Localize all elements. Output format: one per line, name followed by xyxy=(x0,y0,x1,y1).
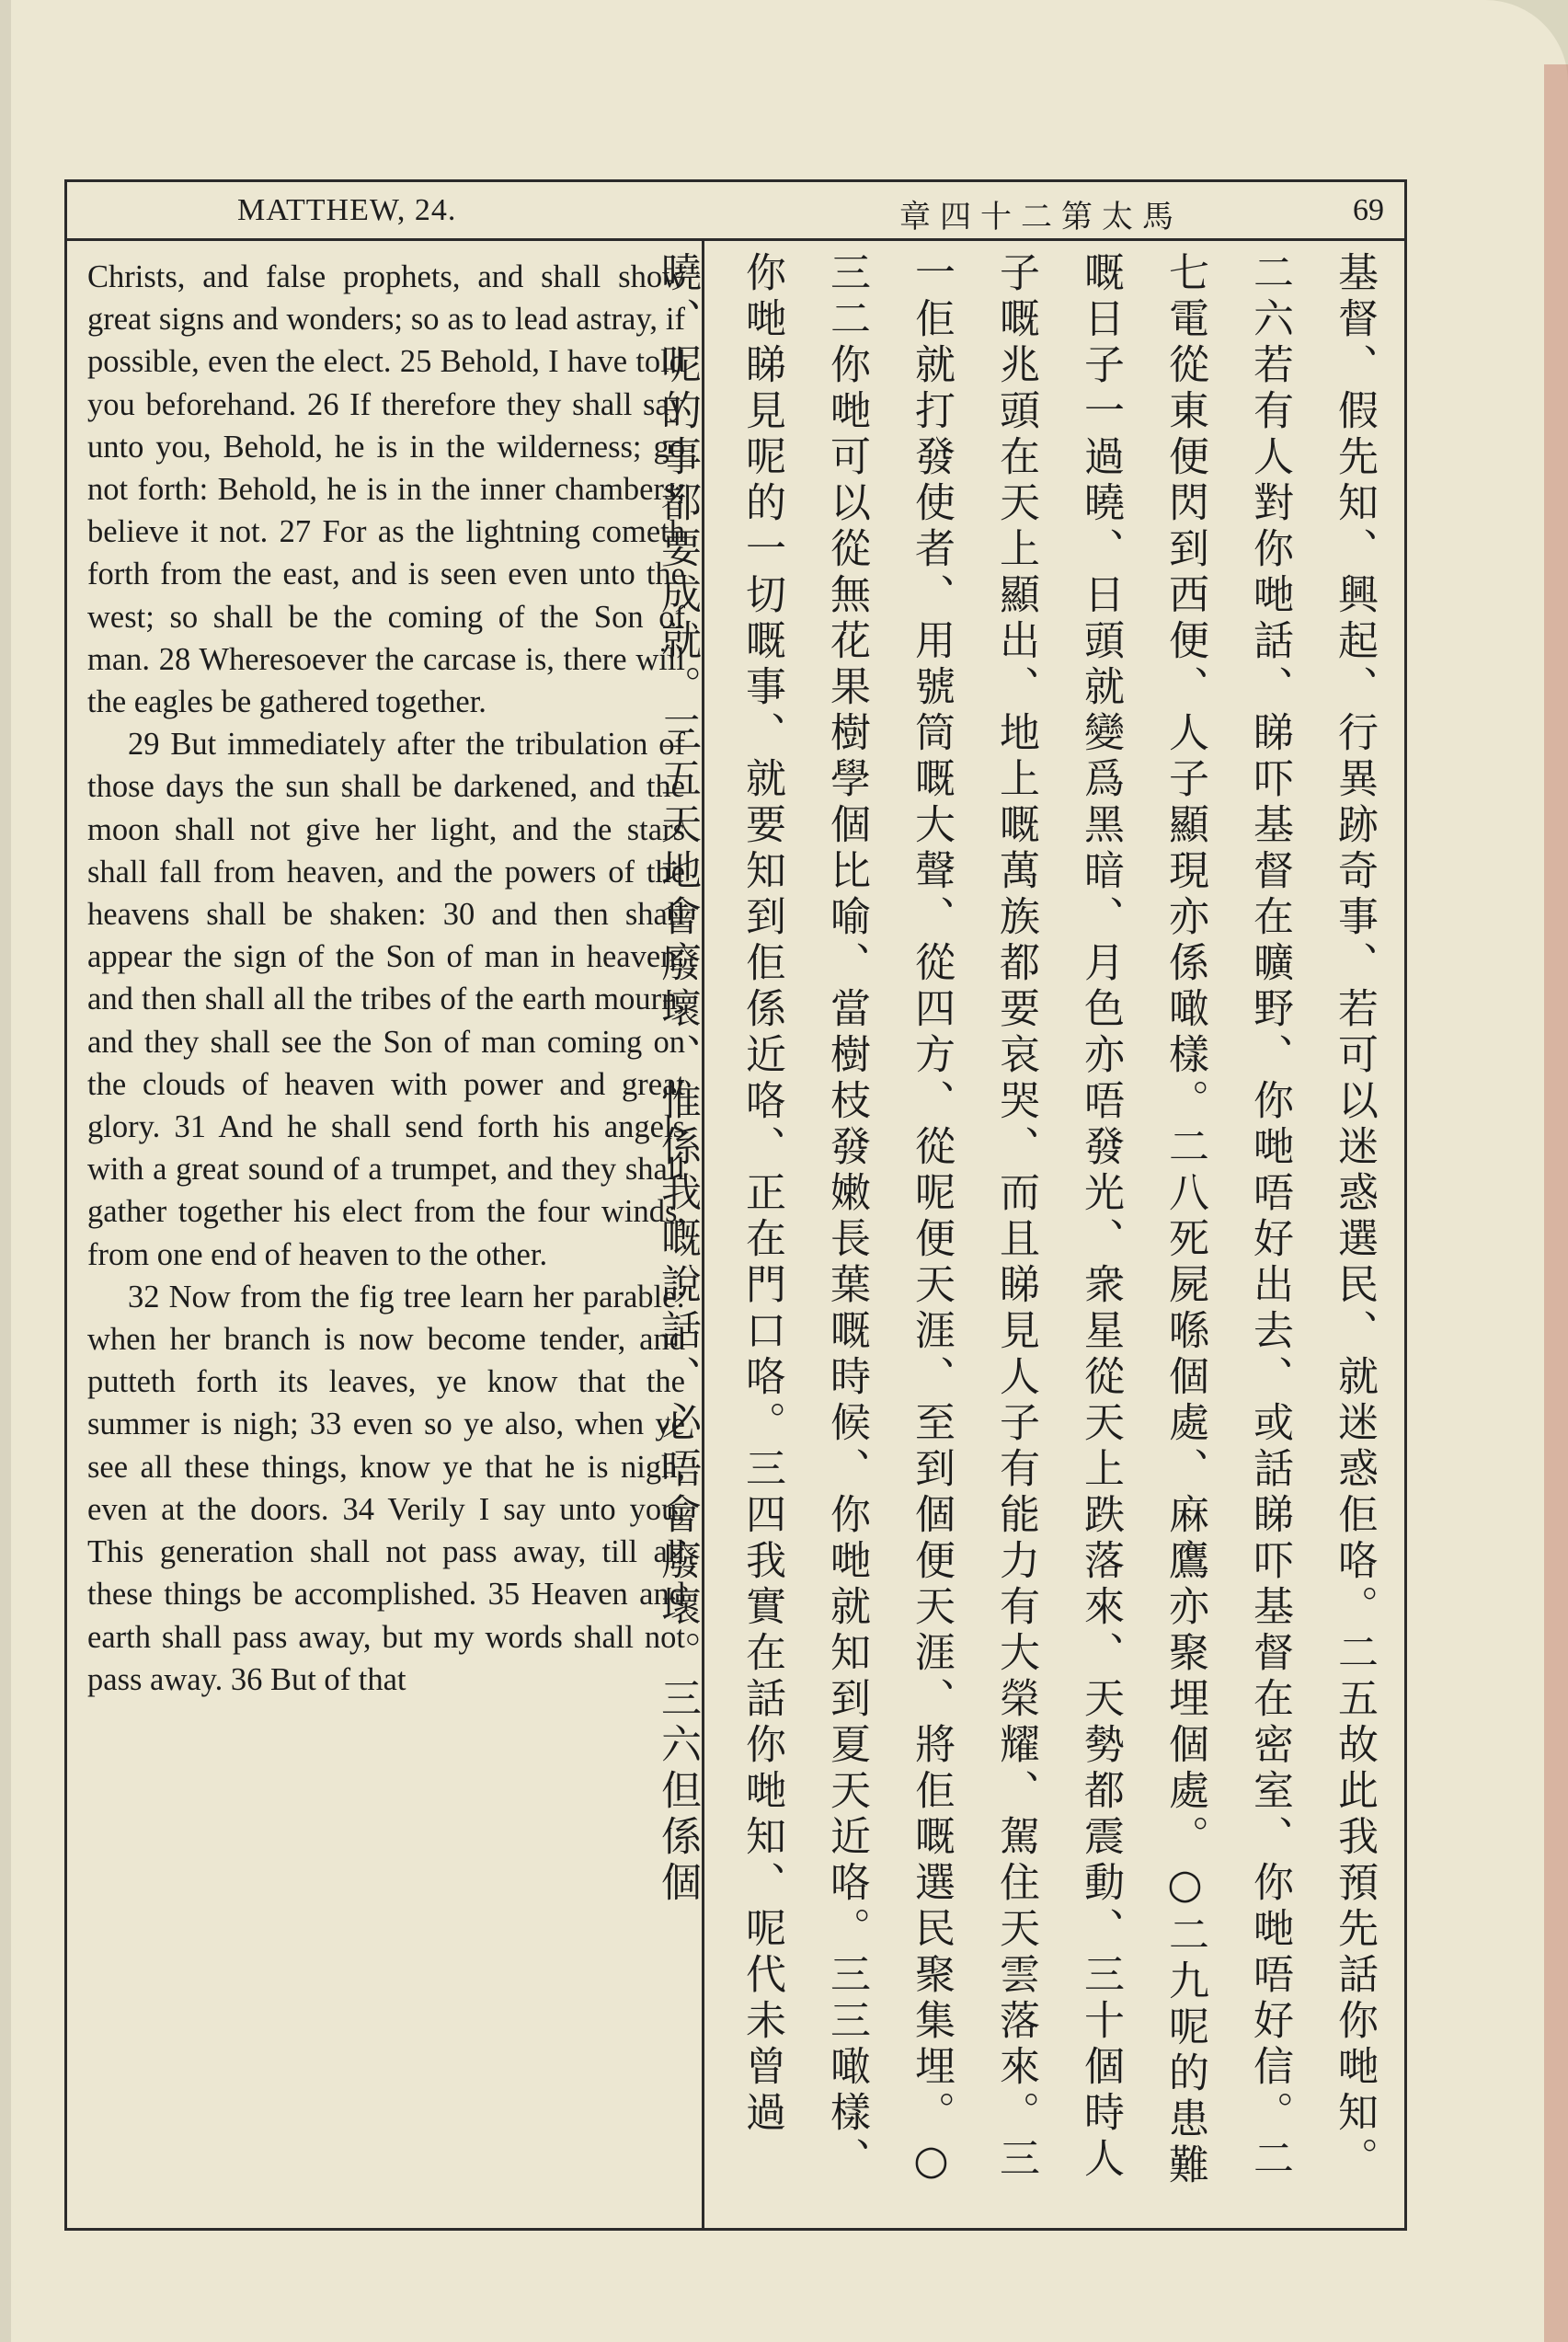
chinese-column: 基督、假先知、興起、行異跡奇事、若可以迷惑選民、就迷惑佢咯。二五故此我預先話你哋知。二六若有人對你哋話、睇吓基督在曠野、你哋唔好出去、或話睇吓基督在密室、你哋唔好信。二七電從東便閃到西便、人子顯現亦係噉樣。二八死屍喺個處、麻鷹亦聚埋個處。○二九呢的患難嘅日子一過曉、日頭就變爲黑暗、月色亦唔發光、衆星從天上跌落來、天勢都震動、三十個時人子嘅兆頭在天上顯出、地上嘅萬族都要哀哭、而且睇見人子有能力有大榮耀、駕住天雲落來。三一佢就打發使者、用號筒嘅大聲、從四方、從呢便天涯、至到個便天涯、將佢嘅選民聚集埋。○三二你哋可以從無花果樹學個比喻、當樹枝發嫩長葉嘅時候、你哋就知到夏天近咯。三三噉樣、你哋睇見呢的一切嘅事、就要知到佢係近咯、正在門口咯。三四我實在話你哋知、呢代未曾過曉、呢的事都要成就。三五天地會廢壞、惟係我嘅說話、必唔會廢壞。三六但係個 xyxy=(654,251,1378,2189)
english-paragraph: 29 But immediately after the tribulation of those days the sun shall be darkened, and the moon shall not give her light, and the stars shall fall from heaven, and the powers of the heavens shall be shaken: 30 and then shall appear the sign of the Son of man in heaven: and then shall all the tribes of the earth mourn, and they shall see the Son of man coming on the clouds of heaven with power and great glory. 31 And he shall send forth his angels with a great sound of a trumpet, and they shall gather together his elect from the four winds, from one end of heaven to the other. xyxy=(87,727,685,1272)
english-paragraph: 32 Now from the fig tree learn her parable: when her branch is now become tender, and putteth forth its leaves, ye know that the summer is nigh; 33 even so ye also, when ye see all these things, know ye that he is nigh, even at the doors. 34 Verily I say unto you, This generation shall not pass away, till all these things be accomplished. 35 Heaven and earth shall pass away, but my words shall not pass away. 36 But of that xyxy=(87,1279,685,1697)
page-number: 69 xyxy=(1353,193,1384,227)
page-left-edge xyxy=(0,0,11,2342)
header-english-title: MATTHEW, 24. xyxy=(237,193,457,227)
header-chinese-title: 章四十二第太馬 xyxy=(899,199,1183,235)
text-frame xyxy=(64,179,1407,2231)
page-right-edge xyxy=(1544,64,1568,2342)
english-paragraph: Christs, and false prophets, and shall show great signs and wonders; so as to lead astray, if possible, even the elect. 25 Behold, I have told you beforehand. 26 If therefore they shall say unto you, Behold, he is in the wilderness; go not forth: Behold, he is in the inner chambers; believe it not. 27 For as the lightning cometh forth from the east, and is seen even unto the west; so shall be the coming of the Son of man. 28 Wheresoever the carcase is, there will the eagles be gathered together. xyxy=(87,259,685,720)
running-header xyxy=(67,182,1404,241)
english-column xyxy=(87,256,685,1701)
